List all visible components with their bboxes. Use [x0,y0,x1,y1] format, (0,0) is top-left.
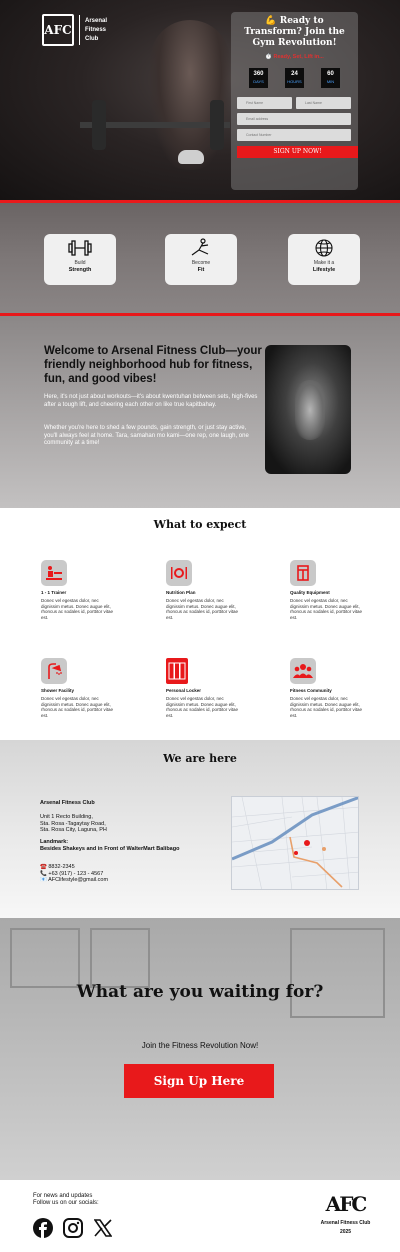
benefit-card-strength [44,234,116,285]
background-window [90,928,150,988]
phone-number[interactable]: ☎️ 8832-2345 [40,864,75,870]
countdown-timer [237,68,352,88]
feature-title: Fitness Community [290,688,332,693]
feature-description: Donec vel egestas dolor, nec dignissim metus. Donec augue elit, rhoncus ac sodales id, porttitor vitae est. [166,696,239,718]
footer-logo-mark: AFC [325,1192,366,1216]
feature-description: Donec vel egestas dolor, nec dignissim metus. Donec augue elit, rhoncus ac sodales id, porttitor vitae est. [290,696,363,718]
background-window [10,928,80,988]
footer-line: For news and updates [33,1193,93,1199]
feature-title: Personal Locker [166,688,202,693]
landmark-text: Besides Shakeys and in Front of WalterMart Balibago [40,845,180,852]
feature-description: Donec vel egestas dolor, nec dignissim metus. Donec augue elit, rhoncus ac sodales id, porttitor vitae est. [290,598,363,620]
feature-trainer [41,560,131,620]
countdown-value: 360 [253,71,264,77]
location-section [0,740,400,918]
equipment-icon [290,560,316,586]
header-logo[interactable] [42,14,119,46]
background-window [290,928,385,1018]
footer-year: 2025 [339,1229,352,1235]
feature-title: Nutrition Plan [166,590,196,595]
trainer-icon [41,560,67,586]
nutrition-icon [166,560,192,586]
landmark-label: Landmark: [40,839,69,845]
gym-photo [265,345,351,474]
x-icon[interactable] [93,1218,113,1238]
mobile-number[interactable]: 📞 +63 (917) - 123 - 4567 [40,870,104,877]
stretch-icon [188,238,214,258]
countdown-value: 24 [291,71,298,77]
email-input[interactable] [237,113,351,125]
signup-card [231,12,358,190]
member-figure [295,380,325,440]
benefit-title: Fit [197,267,205,273]
globe-people-icon [311,238,337,258]
facebook-icon[interactable] [33,1218,53,1238]
club-name: Arsenal Fitness Club [40,800,95,806]
expect-section [0,508,400,740]
countdown-value: 60 [327,71,334,77]
logo-name: Arsenal Fitness Club [85,17,108,42]
hero-section [0,0,400,200]
countdown-subtitle: ⏱️ Ready, Set, Lift in... [265,54,324,60]
community-icon [290,658,316,684]
countdown-unit: MIN [326,79,335,84]
email-link[interactable]: 📧 AFClifestyle@gmail.com [40,877,109,883]
signup-form [237,97,352,158]
signup-submit-button[interactable]: SIGN UP NOW! [237,146,358,158]
feature-description: Donec vel egestas dolor, nec dignissim metus. Donec augue elit, rhoncus ac sodales id, porttitor vitae est. [41,696,114,718]
welcome-paragraph: Whether you're here to shed a few pounds, gain strength, or just stay active, you'll always feel at home. Tara, samahan mo kami—one rep, one laugh, one community at a time! [44,425,249,446]
feature-title: 1 - 1 Trainer [41,590,67,595]
logo-mark: AFC [42,14,74,46]
address-line: Sta. Rosa City, Laguna, PH [40,827,107,833]
feature-equipment [290,560,380,620]
benefits-section [0,203,400,313]
countdown-days [249,68,268,88]
shower-icon [41,658,67,684]
feature-nutrition [166,560,256,620]
last-name-input[interactable] [296,97,351,109]
cta-subtext: Join the Fitness Revolution Now! [141,1041,259,1050]
benefit-card-fit [165,234,237,285]
footer-club-name: Arsenal Fitness Club [320,1220,371,1226]
signup-card-title: 💪 Ready to Transform? Join the Gym Revolution! [244,16,345,48]
feature-shower [41,658,131,718]
footer-text [33,1193,99,1207]
feature-locker [166,658,256,718]
benefit-label: Build [74,260,86,266]
feature-title: Shower Facility [41,688,75,693]
shoe-image [178,150,204,164]
cta-heading: What are you waiting for? [76,982,324,1002]
expect-title: What to expect [153,518,247,531]
dumbbell-icon [67,238,93,258]
benefit-card-lifestyle [288,234,360,285]
feature-community [290,658,380,718]
countdown-hours [285,68,304,88]
footer-line: Follow us on our socials: [33,1200,99,1206]
feature-title: Quality Equipment [290,590,330,595]
footer-logo [318,1192,373,1235]
first-name-input[interactable] [237,97,292,109]
social-links [33,1218,113,1238]
barbell-plate [92,100,106,150]
feature-description: Donec vel egestas dolor, nec dignissim metus. Donec augue elit, rhoncus ac sodales id, porttitor vitae est. [41,598,114,620]
contact-number-input[interactable] [237,129,351,141]
welcome-section [0,316,400,508]
location-title: We are here [163,752,237,765]
countdown-unit: DAYS [253,79,264,84]
footer [0,1180,400,1252]
feature-description: Donec vel egestas dolor, nec dignissim metus. Donec augue elit, rhoncus ac sodales id, porttitor vitae est. [166,598,239,620]
benefit-title: Strength [68,267,92,273]
benefit-label: Become [191,260,211,266]
cta-section [0,918,400,1180]
address-line: Sta. Rosa -Tagaytay Road, [40,820,106,827]
signup-here-button[interactable]: Sign Up Here [124,1064,274,1098]
welcome-paragraph: Here, it's not just about workouts—it's about kwentuhan between sets, high-fives after a tough lift, and cheering each other on like true kapitbahay. [44,394,258,408]
logo-divider [79,15,80,45]
countdown-unit: HOURS [287,79,302,84]
locker-icon [166,658,188,684]
benefit-title: Lifestyle [312,267,336,273]
address-line: Unit 1 Recto Building, [40,814,93,820]
location-map[interactable] [231,796,359,890]
welcome-heading: Welcome to Arsenal Fitness Club—your friendly neighborhood hub for fitness, fun, and good vibes! [44,345,262,385]
map-pin-icon [304,840,310,846]
instagram-icon[interactable] [63,1218,83,1238]
countdown-minutes [321,68,340,88]
barbell-plate [210,100,224,150]
benefit-label: Make it a [313,260,335,266]
